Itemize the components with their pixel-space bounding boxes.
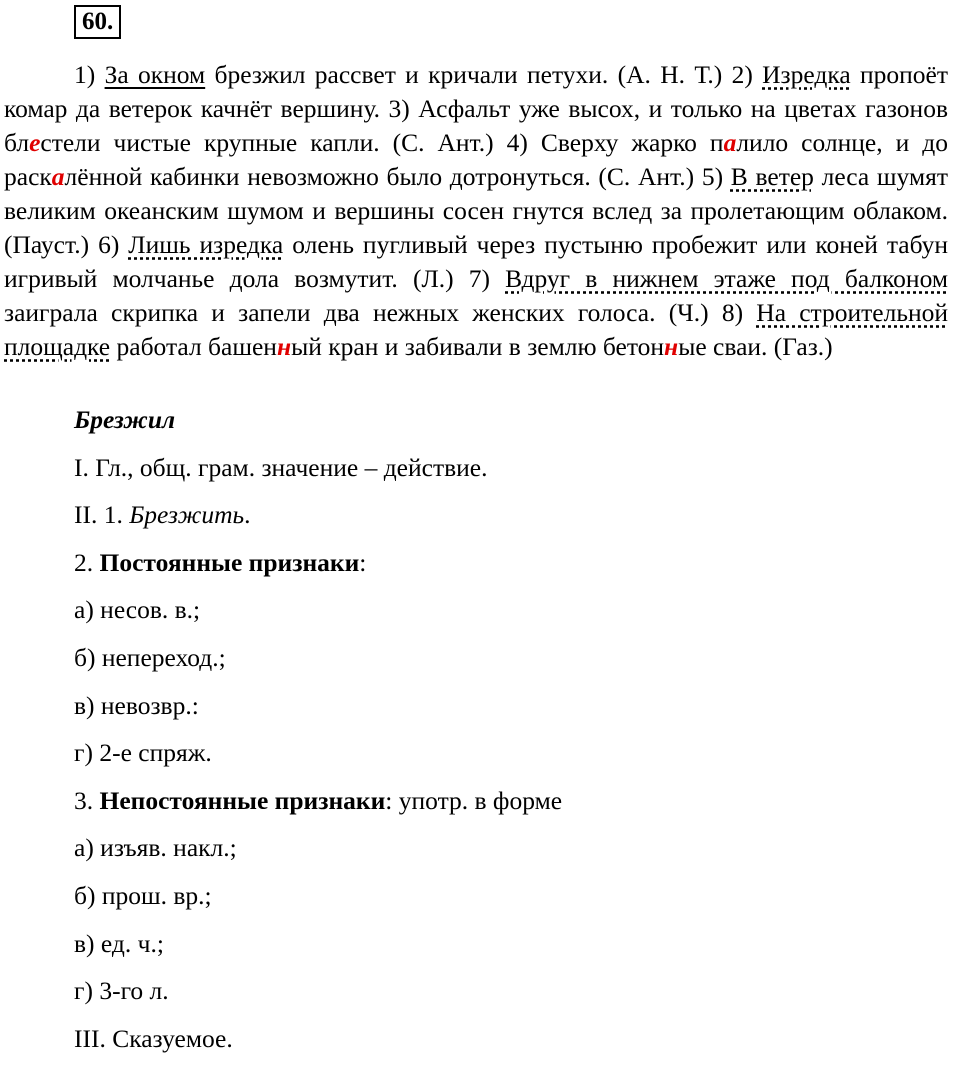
line-prefix: 2. [74,547,100,577]
highlighted-letter: е [29,128,41,157]
line-prefix: II. 1. [74,500,130,530]
text-run: лило солнце, и до раск [4,128,948,191]
text-run: брезжил рассвет и кричали петухи. (А. Н. Т.) 2) [205,60,763,89]
analysis-line: III. Сказуемое. [74,1023,233,1053]
analysis-line: г) 2-е спряж. [74,738,212,768]
text-run: олень пугливый через пустыню пробежит или коней табун игривый молчанье дола возмутит. (Л.) 7) [4,230,948,293]
adverbial-underlined-5: В ветер [730,162,814,191]
adverbial-underlined-7: Вдруг в нижнем этаже под балконом [505,264,948,293]
sentence-1-number: 1) [74,60,105,89]
text-run: ые сваи. (Газ.) [678,332,833,361]
analysis-word [74,403,562,451]
analysis-line: г) 3-го л. [74,976,169,1006]
analysis-line: а) несов. в.; [74,595,201,625]
highlighted-letter: н [276,332,292,361]
highlighted-letter: а [51,162,65,191]
line-suffix: : [359,547,367,577]
text-run: пропоёт комар да ветерок качнёт вершину. 3) Асфальт уже высох, и только на цветах газонов бл [4,60,948,157]
highlighted-letter: н [664,332,679,361]
text-run: ый кран и забивали в землю бетон [291,332,665,361]
analysis-line: б) прош. вр.; [74,880,212,910]
text-run: стели чистые крупные капли. (С. Ант.) 4) Сверху жарко п [40,128,724,157]
analysis-line [74,784,562,832]
analysis-line: I. Гл., общ. грам. значение – действие. [74,452,488,482]
section-label: Непостоянные признаки [99,785,386,815]
section-label: Постоянные признаки [99,547,360,577]
analysis-line: в) ед. ч.; [74,928,164,958]
analysis-line: б) непереход.; [74,642,226,672]
text-run: заиграла скрипка и запели два нежных женских голоса. (Ч.) 8) [4,298,757,327]
exercise-text [4,58,948,364]
adverbial-underlined-2: Изредка [762,60,851,89]
analysis-line [74,546,562,594]
line-prefix: 3. [74,785,100,815]
analysis-heading: Брезжил [74,405,176,434]
text-run: леса шумят великим океанским шумом и вершины сосен гнутся вслед за пролетающим облаком. (Пауст.) 6) [4,162,948,259]
line-suffix: : употр. в форме [385,785,563,815]
adverbial-underlined-8: На строительной площадке [4,298,948,361]
highlighted-letter: а [723,128,737,157]
text-run: лённой кабинки невозможно было дотронуться. (С. Ант.) 5) [64,162,731,191]
analysis-line: а) изъяв. накл.; [74,833,237,863]
line-suffix: . [244,500,251,530]
analysis-line [74,498,562,546]
initial-form: Брезжить [129,500,245,530]
morphological-analysis [74,403,562,1069]
text-run: работал башен [110,332,277,361]
exercise-number: 60. [74,5,121,39]
analysis-line: в) невозвр.: [74,690,199,720]
adverbial-underlined-1: За окном [104,60,206,89]
adverbial-underlined-6: Лишь изредка [128,230,284,259]
